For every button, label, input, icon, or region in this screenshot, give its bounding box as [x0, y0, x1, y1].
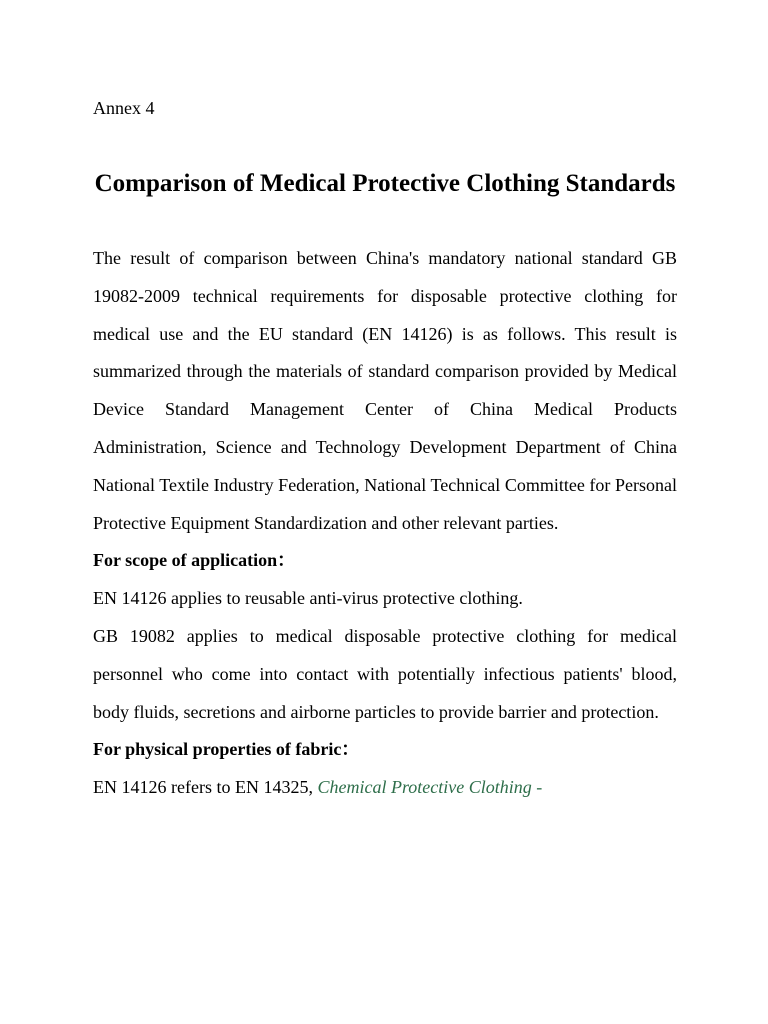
scope-gb-paragraph: GB 19082 applies to medical disposable protective clothing for medical personnel who come into contact with potentially infectious patients' blood, body fluids, secretions and airborne particles to provide barrier and protection.	[93, 625, 677, 722]
physical-text-prefix: EN 14126 refers to EN 14325,	[93, 777, 313, 798]
physical-properties-paragraph	[93, 769, 677, 807]
document-body	[93, 240, 677, 807]
standard-citation: Chemical Protective Clothing -	[317, 777, 543, 798]
scope-heading: For scope of application：	[93, 550, 296, 571]
intro-paragraph: The result of comparison between China's mandatory national standard GB 19082-2009 technical requirements for disposable protective clothing for medical use and the EU standard (EN 14126) is as follows. This result is summarized through the materials of standard comparison provided by Medical Device Standard Management Center of China Medical Products Administration, Science and Technology Development Department of China National Textile Industry Federation, National Technical Committee for Personal Protective Equipment Standardization and other relevant parties.	[93, 248, 677, 533]
physical-properties-heading: For physical properties of fabric：	[93, 739, 360, 760]
document-title: Comparison of Medical Protective Clothing Standards	[94, 170, 676, 197]
scope-en-paragraph: EN 14126 applies to reusable anti-virus protective clothing.	[93, 588, 523, 609]
annex-label: Annex 4	[93, 98, 155, 118]
